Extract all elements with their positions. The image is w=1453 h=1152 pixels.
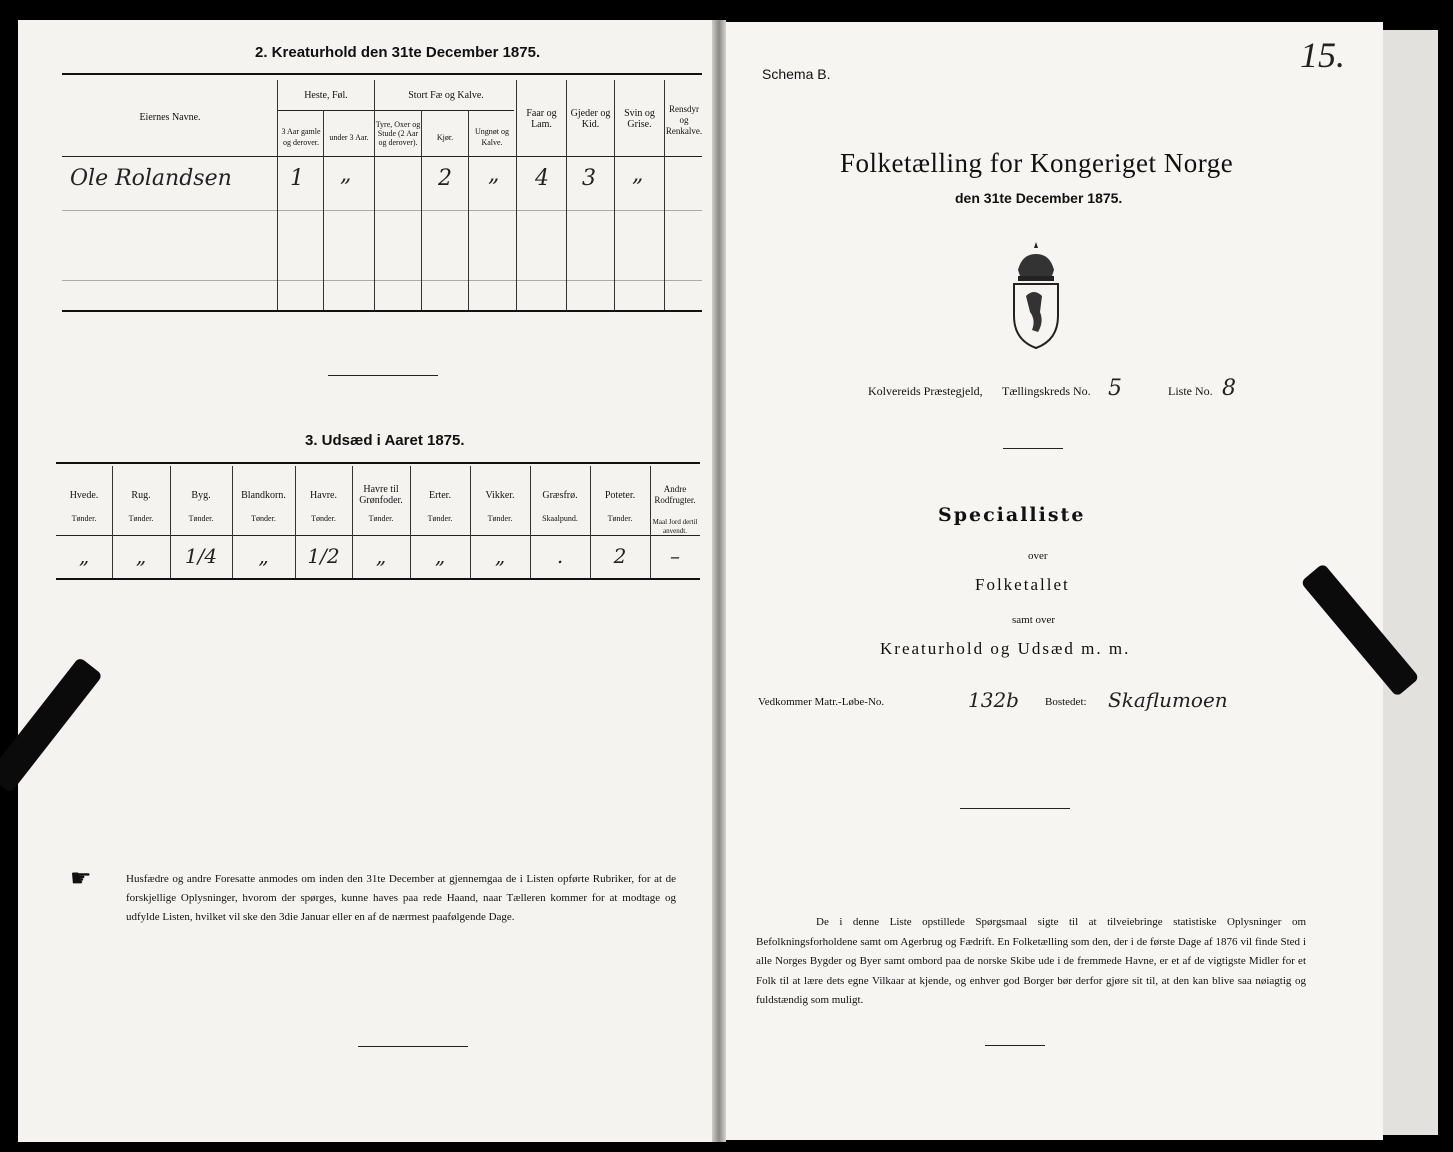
header-young-cattle: Ungnøt og Kalve.	[475, 127, 509, 147]
udsaed-value: –	[670, 544, 680, 568]
header-horses: Heste, Føl.	[304, 90, 348, 101]
udsaed-header: Andre Rodfrugter.	[654, 484, 696, 505]
header-cattle: Stort Fæ og Kalve.	[408, 90, 484, 101]
horses-under3-value: „	[340, 162, 352, 187]
table-rule	[56, 462, 700, 464]
table-rule	[62, 73, 702, 75]
udsaed-value: 1/4	[184, 544, 218, 568]
schema-label: Schema B.	[762, 66, 831, 82]
horses-3yr-value: 1	[290, 166, 304, 191]
udsaed-header: Byg.	[191, 490, 211, 501]
udsaed-value: 1/2	[307, 544, 340, 568]
col-rule	[277, 80, 278, 310]
table-rule	[62, 210, 702, 211]
parish-label: Kolvereids Præstegjeld,	[868, 384, 983, 398]
district-label: Tællingskreds No.	[1002, 384, 1091, 398]
table-rule	[62, 280, 702, 281]
udsaed-unit: Tønder.	[607, 514, 633, 523]
cows-value: 2	[438, 166, 452, 191]
col-rule	[374, 80, 375, 310]
udsaed-value: „	[258, 544, 269, 568]
udsaed-unit: Skaalpund.	[542, 514, 578, 523]
page-number: 15.	[1300, 35, 1345, 75]
header-cattle-bulls: Tyre, Oxer og Stude (2 Aar og derover).	[375, 120, 421, 147]
udsaed-unit: Tønder.	[251, 514, 276, 523]
table-rule	[62, 310, 702, 312]
page-edge	[1383, 30, 1438, 1135]
divider	[960, 808, 1070, 809]
header-horses-under3: under 3 Aar.	[329, 133, 369, 142]
header-goats: Gjeder og Kid.	[570, 108, 611, 130]
pigs-value: „	[632, 162, 644, 187]
divider	[1003, 448, 1063, 449]
young-cattle-value: „	[488, 162, 500, 187]
header-sheep: Faar og Lam.	[526, 108, 557, 130]
list-number: 8	[1222, 376, 1236, 401]
udsaed-header: Rug.	[131, 490, 151, 501]
udsaed-value: „	[434, 544, 446, 568]
coat-of-arms-icon	[1008, 240, 1064, 350]
matr-label: Vedkommer Matr.-Løbe-No.	[758, 696, 885, 708]
bosted-value: Skaflumoen	[1108, 688, 1228, 712]
udsaed-header: Vikker.	[485, 490, 515, 501]
udsaed-header: Blandkorn.	[241, 490, 286, 501]
table-rule	[56, 535, 700, 536]
header-owner: Eiernes Navne.	[139, 112, 201, 123]
samt-over-text: samt over	[1012, 614, 1056, 626]
document-date: den 31te December 1875.	[955, 190, 1123, 206]
sheep-value: 4	[535, 166, 549, 191]
udsaed-unit: Tønder.	[368, 514, 394, 523]
over-text: over	[1028, 550, 1048, 562]
udsaed-header: Græsfrø.	[542, 490, 578, 501]
udsaed-header: Erter.	[429, 490, 451, 501]
goats-value: 3	[582, 166, 596, 191]
table-rule	[278, 110, 514, 111]
section-2-title: 2. Kreaturhold den 31te December 1875.	[255, 44, 541, 61]
udsaed-header: Hvede.	[69, 490, 99, 501]
udsaed-value: „	[375, 544, 387, 568]
book-gutter	[712, 20, 726, 1142]
table-rule	[56, 578, 700, 580]
udsaed-header: Poteter.	[604, 490, 636, 501]
list-label: Liste No.	[1168, 384, 1213, 398]
header-reindeer: Rensdyr og Renkalve.	[665, 104, 703, 136]
udsaed-value: „	[78, 544, 90, 568]
udsaed-unit: Tønder.	[427, 514, 453, 523]
notice-text: Husfædre og andre Foresatte anmodes om inden den 31te December at gjennemgaa de i Listen opførte Rubriker, for at de forskjellige Oplysninger, hvorom der spørges, kunne haves paa rede Haand, naar Tælleren kommer for at modtage og udfylde Listen, hvilket vil ske den 3die Januar eller en af de nærmest paafølgende Dage.	[126, 873, 676, 923]
divider	[358, 1046, 468, 1047]
udsaed-unit: Tønder.	[487, 514, 513, 523]
udsaed-unit: Maal Jord dertil anvendt.	[652, 518, 698, 535]
bosted-label: Bostedet:	[1045, 696, 1087, 708]
udsaed-unit: Tønder.	[71, 514, 97, 523]
udsaed-value: „	[494, 544, 506, 568]
udsaed-header: Havre til Grønfoder.	[359, 484, 403, 506]
district-number: 5	[1108, 376, 1122, 401]
udsaed-unit: Tønder.	[188, 514, 214, 523]
document-title: Folketælling for Kongeriget Norge	[840, 148, 1234, 178]
udsaed-value: 2	[613, 544, 627, 568]
udsaed-header: Havre.	[310, 490, 337, 501]
udsaed-unit: Tønder.	[128, 514, 154, 523]
udsaed-value: .	[556, 544, 564, 568]
udsaed-value: „	[135, 544, 147, 568]
header-horses-3yr: 3 Aar gamle og derover.	[281, 127, 321, 147]
folketallet-text: Folketallet	[975, 575, 1070, 594]
owner-name: Ole Rolandsen	[70, 166, 232, 191]
divider	[985, 1045, 1045, 1046]
udsaed-unit: Tønder.	[311, 514, 336, 523]
kreaturhold-text: Kreaturhold og Udsæd m. m.	[880, 639, 1131, 658]
footer-text: De i denne Liste opstillede Spørgsmaal sigte til at tilveiebringe statistiske Oplysninger om Befolkningsforholdene samt om Agerbrug og Fædrift. En Folketælling som den, der i de første Dage af 1876 vil finde Sted i alle Norges Bygder og Byer samt ombord paa de norske Skibe ude i de fremmede Havne, er et af de vigtigste Midler for et Folk til at lære dets egne Vilkaar at kjende, og enhver god Borger bør derfor gjøre sit til, at den kan blive saa nøiagtig og fuldstændig som muligt.	[756, 916, 1306, 1006]
divider	[328, 375, 438, 376]
pointing-hand-icon: ☛	[70, 864, 92, 892]
matr-number: 132b	[968, 688, 1019, 712]
special-title: Specialliste	[938, 504, 1086, 526]
table-rule	[62, 156, 702, 157]
col-rule	[516, 80, 517, 310]
section-3-title: 3. Udsæd i Aaret 1875.	[305, 432, 465, 449]
header-cows: Kjør.	[436, 133, 454, 142]
header-pigs: Svin og Grise.	[624, 108, 655, 130]
